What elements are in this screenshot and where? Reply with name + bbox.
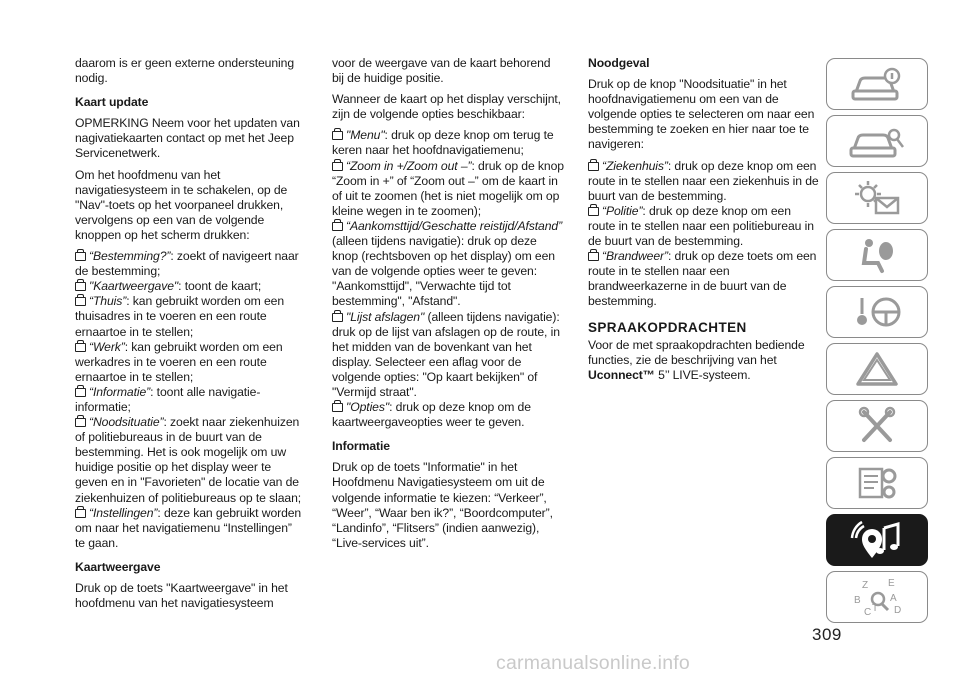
list-item: "Kaartweergave": toont de kaart; (75, 279, 303, 294)
paragraph: Druk op de toets "Informatie" in het Hoofdmenu Navigatiesysteem om uit de volgende informatie te kiezen: “Verkeer”, “Weer”, “Waar ben ik?”, “Boordcomputer”, “Landinfo”, “Flitsers” (indien aanwezig), “Live-services uit”. (332, 460, 553, 550)
section-heading-kaart-update: Kaart update (75, 95, 149, 110)
camera-bullet-icon (75, 282, 86, 291)
list-item: “Informatie”: toont alle navigatie-informatie; (75, 384, 261, 414)
tab-multimedia-active[interactable] (826, 514, 928, 566)
paragraph-note: OPMERKING Neem voor het updaten van nagivatiekaarten contact op met het Jeep Servicenetwerk. (75, 116, 300, 161)
camera-bullet-icon (75, 388, 86, 397)
uconnect-brand: Uconnect™ (588, 367, 655, 382)
tab-index[interactable] (826, 571, 928, 623)
tab-emergency[interactable] (826, 343, 928, 395)
car-info-icon (842, 62, 912, 106)
emergency-warning-triangle-icon (842, 347, 912, 391)
starting-driving-icon (842, 290, 912, 334)
watermark: carmanualsonline.info (496, 652, 690, 674)
text-column-1 (75, 56, 303, 617)
list-item: "Menu": druk op deze knop om terug te keren naar het hoofdnavigatiemenu; (332, 128, 554, 158)
index-letters-icon (842, 575, 912, 619)
camera-bullet-icon (588, 162, 599, 171)
warning-light-message-icon (842, 176, 912, 220)
section-heading-spraakopdrachten: SPRAAKOPDRACHTEN (588, 319, 747, 335)
paragraph: Voor de met spraakopdrachten bediende functies, zie de beschrijving van het Uconnect™ 5’’ LIVE-systeem. (588, 337, 805, 382)
index-letter: B (854, 595, 861, 606)
list-item: “Werk”: kan gebruikt worden om een werkadres in te voeren en een route ernaartoe in te stellen; (75, 339, 283, 384)
index-letter: E (888, 578, 895, 589)
index-letter: A (890, 593, 897, 604)
maintenance-tools-icon (842, 404, 912, 448)
list-item: “Aankomsttijd/Geschatte reistijd/Afstand” (alleen tijdens navigatie): druk op deze knop (rechtsboven op het display) om een van de volgende opties weer te geven: "Aankomsttijd", "Verwachte tijd tot bestemming", "Afstand". (332, 218, 563, 309)
text-column-2 (332, 56, 564, 557)
paragraph: Wanneer de kaart op het display verschijnt, zijn de volgende opties beschikbaar: (332, 92, 561, 122)
tab-technical-data[interactable] (826, 457, 928, 509)
list-item: “Ziekenhuis”: druk op deze knop om een route in te stellen naar een ziekenhuis in de buurt van de bestemming. (588, 158, 819, 203)
list-item: “Instellingen”: deze kan gebruikt worden om naar het navigatiemenu “Instellingen” te gaan. (75, 505, 302, 550)
camera-bullet-icon (75, 509, 86, 518)
index-letter: T (872, 603, 879, 614)
list-item: “Bestemming?”: zoekt of navigeert naar de bestemming; (75, 249, 299, 279)
section-heading-informatie: Informatie (332, 439, 390, 454)
list-item: “Noodsituatie”: zoekt naar ziekenhuizen of politiebureaus in de buurt van de bestemming. Het is ook mogelijk om uw huidige positie op het display weer te geven en in "Favorieten" de locatie van de ziekenhuizen of politiebureaus op te slaan; (75, 415, 302, 505)
camera-bullet-icon (332, 162, 343, 171)
index-letter: C (864, 607, 872, 618)
section-heading-noodgeval: Noodgeval (588, 56, 650, 70)
camera-bullet-icon (75, 297, 86, 306)
camera-bullet-icon (332, 403, 343, 412)
chapter-tab-strip (826, 58, 928, 628)
multimedia-icon (842, 518, 912, 562)
paragraph: Druk op de knop "Noodsituatie" in het hoofdnavigatiemenu om een van de volgende opties te selecteren om naar een bestemming te zoeken en hier naar toe te navigeren: (588, 77, 815, 152)
list-item: “Brandweer”: druk op deze toets om een route in te stellen naar een brandweerkazerne in de buurt van de bestemming. (588, 249, 817, 309)
camera-bullet-icon (75, 418, 86, 427)
option-list (332, 128, 564, 430)
paragraph: Om het hoofdmenu van het navigatiesysteem in te schakelen, op de "Nav"-toets op het voorpaneel drukken, vervolgens op een van de volgende knoppen op het scherm drukken: (75, 167, 288, 242)
camera-bullet-icon (332, 222, 343, 231)
technical-data-icon (842, 461, 912, 505)
tab-safety[interactable] (826, 229, 928, 281)
list-item: "Opties": druk op deze knop om de kaartweergaveopties weer te geven. (332, 400, 531, 430)
paragraph: daarom is er geen externe ondersteuning nodig. (75, 56, 295, 86)
tab-car-info[interactable] (826, 58, 928, 110)
list-item: “Thuis”: kan gebruikt worden om een thuisadres in te voeren en een route ernaartoe in te stellen; (75, 294, 284, 339)
tab-car-key[interactable] (826, 115, 928, 167)
airbag-seat-icon (842, 233, 912, 277)
tab-starting-driving[interactable] (826, 286, 928, 338)
tab-maintenance[interactable] (826, 400, 928, 452)
option-list (588, 159, 820, 310)
camera-bullet-icon (75, 252, 86, 261)
section-heading-kaartweergave: Kaartweergave (75, 559, 161, 574)
option-list (75, 249, 303, 551)
paragraph: voor de weergave van de kaart behorend bij de huidige positie. (332, 56, 551, 86)
camera-bullet-icon (332, 131, 343, 140)
car-key-icon (842, 119, 912, 163)
page-number: 309 (812, 625, 842, 644)
camera-bullet-icon (588, 252, 599, 261)
index-letter: Z (862, 580, 869, 591)
list-item: “Politie”: druk op deze knop om een route in te stellen naar een politiebureau in de buurt van de bestemming. (588, 203, 814, 249)
tab-warning-lights-messages[interactable] (826, 172, 928, 224)
list-item: “Zoom in +/Zoom out –”: druk op de knop “Zoom in +” of “Zoom out –” om de kaart in of uit te zoomen (het is niet mogelijk om op kleine wegen in te zoomen); (332, 158, 564, 218)
camera-bullet-icon (75, 343, 86, 352)
camera-bullet-icon (588, 207, 599, 216)
text-column-3 (588, 56, 820, 389)
list-item: "Lijst afslagen" (alleen tijdens navigatie): druk op de lijst van afslagen op de route, in het midden van de bovenkant van het display. Selecteer een aflag voor de volgende opties: "Op kaart bekijken" of "Vermijd straat". (332, 309, 560, 399)
index-letter: D (894, 605, 902, 616)
camera-bullet-icon (332, 313, 343, 322)
paragraph: Druk op de toets "Kaartweergave" in het hoofdmenu van het navigatiesysteem (75, 581, 288, 611)
